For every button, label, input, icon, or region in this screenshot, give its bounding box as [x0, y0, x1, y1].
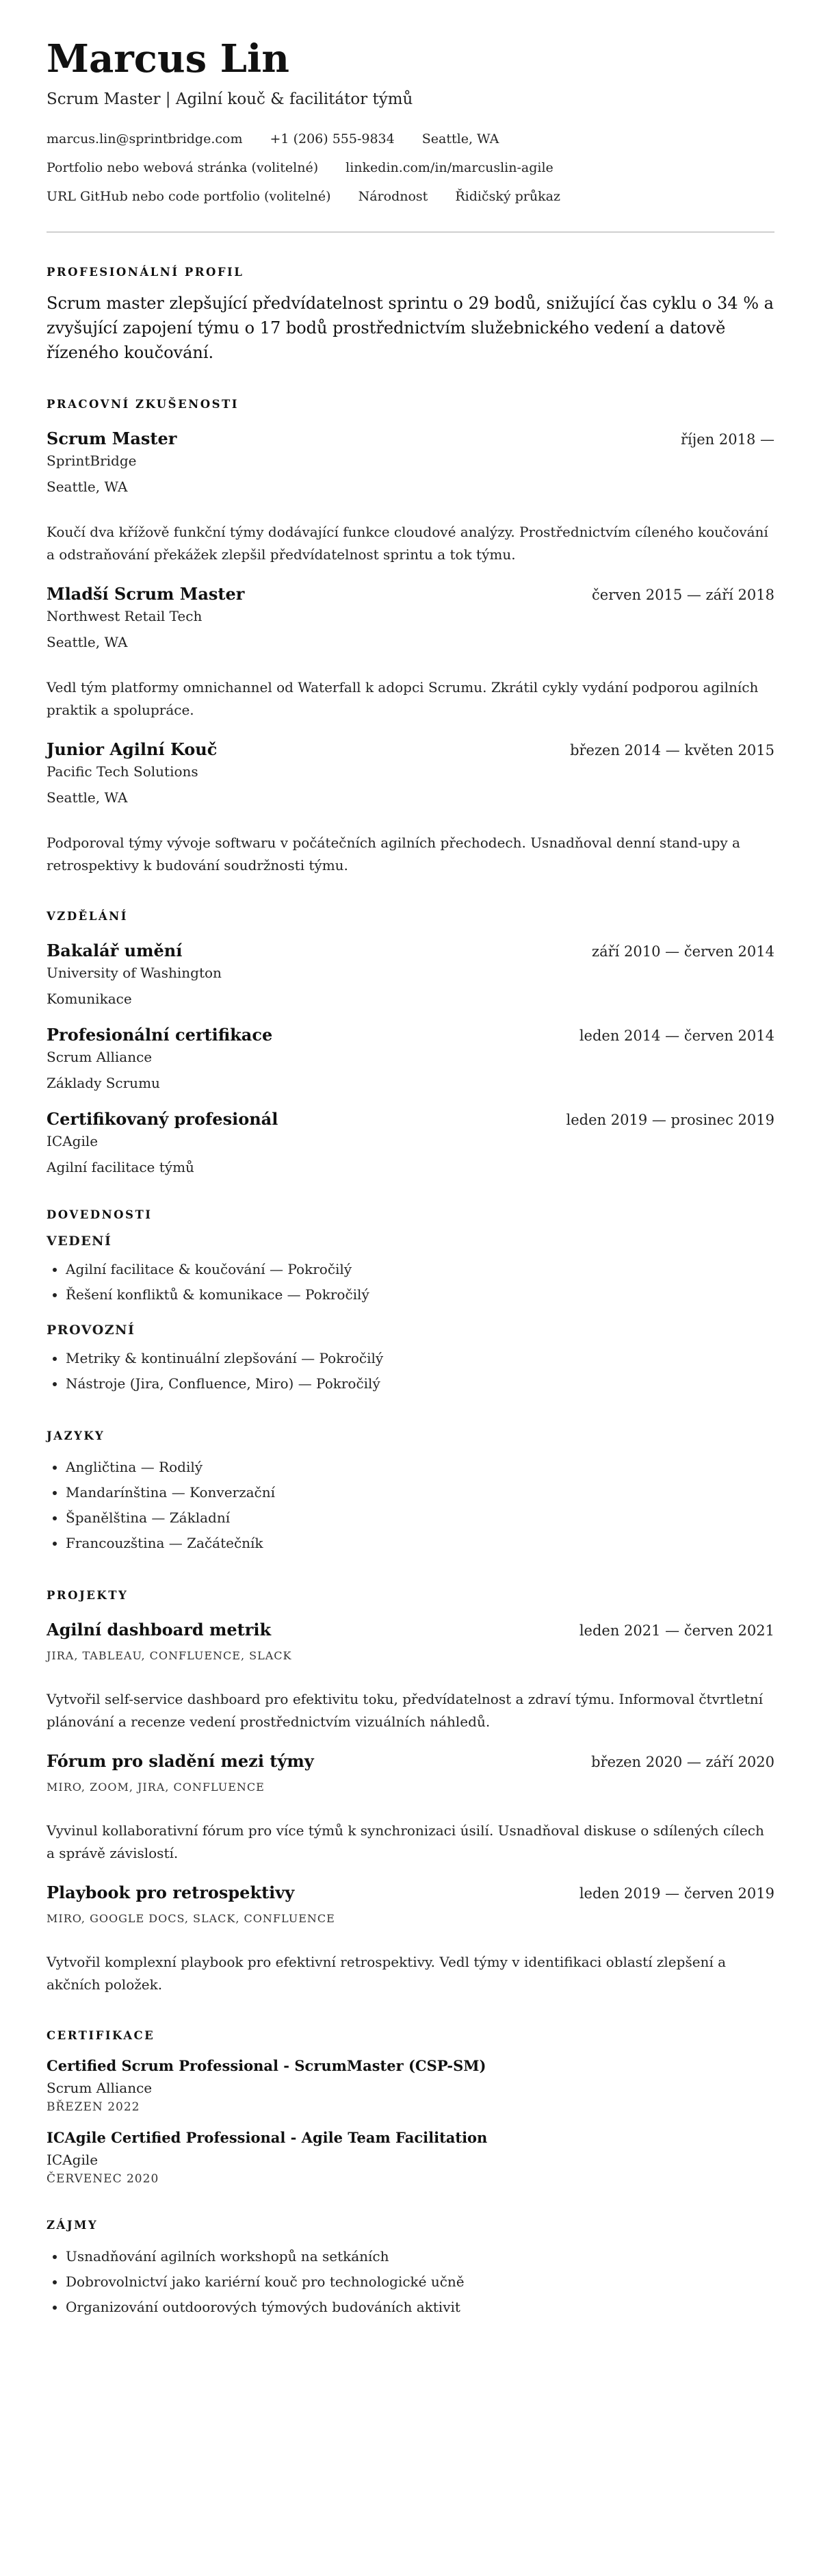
experience-entry	[47, 739, 774, 877]
project-dates: březen 2020 — září 2020	[591, 1753, 774, 1770]
linkedin-link[interactable]: linkedin.com/in/marcuslin-agile	[346, 160, 553, 175]
skill-group-title: PROVOZNÍ	[47, 1322, 135, 1338]
job-dates: říjen 2018 —	[680, 431, 774, 448]
skill-group-title: VEDENÍ	[47, 1233, 112, 1249]
project-dates: leden 2019 — červen 2019	[579, 1885, 774, 1902]
nationality: Národnost	[358, 188, 428, 204]
interests-section	[47, 2219, 774, 2320]
section-title: PROJEKTY	[47, 1588, 129, 1602]
education-entry	[47, 1025, 774, 1091]
language-item: • Španělština — Základní	[66, 1505, 774, 1531]
section-title: DOVEDNOSTI	[47, 1208, 153, 1221]
project-technologies: MIRO, GOOGLE DOCS, SLACK, CONFLUENCE	[47, 1911, 335, 1925]
skill-list	[47, 1257, 774, 1308]
section-title: PRACOVNÍ ZKUŠENOSTI	[47, 397, 239, 411]
section-title: CERTIFIKACE	[47, 2028, 155, 2042]
certification-issuer: Scrum Alliance	[47, 2079, 153, 2096]
project-title: Fórum pro sladění mezi týmy	[47, 1750, 314, 1771]
project-description: Vytvořil komplexní playbook pro efektivní retrospektivy. Vedl týmy v identifikaci oblastí zlepšení a akčních položek.	[47, 1953, 727, 1993]
job-dates: březen 2014 — květen 2015	[570, 741, 774, 758]
skill-list	[47, 1346, 774, 1397]
certification-name: Certified Scrum Professional - ScrumMaster (CSP-SM)	[47, 2056, 486, 2074]
project-dates: leden 2021 — červen 2021	[579, 1622, 774, 1639]
project-entry	[47, 1883, 774, 1996]
job-location: Seattle, WA	[47, 478, 128, 495]
phone-number: +1 (206) 555-9834	[270, 131, 395, 146]
contact-row	[47, 125, 774, 153]
job-description: Podporoval týmy vývoje softwaru v počátečních agilních přechodech. Usnadňoval denní stand-upy a retrospektivy k budování soudržnosti týmu.	[47, 834, 740, 873]
section-title: PROFESIONÁLNÍ PROFIL	[47, 265, 244, 279]
job-title: Mladší Scrum Master	[47, 583, 245, 604]
languages-section	[47, 1429, 774, 1556]
job-description: Vedl tým platformy omnichannel od Waterfall k adopci Scrumu. Zkrátil cykly vydání podporou agilních praktik a spolupráce.	[47, 678, 759, 718]
experience-section	[47, 398, 774, 877]
skills-section	[47, 1208, 774, 1397]
project-entry	[47, 1751, 774, 1865]
contact-row	[47, 182, 774, 211]
job-dates: červen 2015 — září 2018	[592, 586, 774, 603]
projects-section	[47, 1589, 774, 1996]
school-name: University of Washington	[47, 964, 222, 981]
job-location: Seattle, WA	[47, 789, 128, 806]
certification-entry	[47, 2057, 774, 2114]
education-entry	[47, 941, 774, 1007]
github-link[interactable]: URL GitHub nebo code portfolio (volitelné)	[47, 188, 331, 204]
driving-license: Řidičský průkaz	[455, 188, 560, 204]
skill-item: • Řešení konfliktů & komunikace — Pokročilý	[66, 1282, 774, 1308]
skill-item: • Nástroje (Jira, Confluence, Miro) — Pokročilý	[66, 1371, 774, 1397]
school-name: Scrum Alliance	[47, 1048, 153, 1065]
job-description: Koučí dva křížově funkční týmy dodávající funkce cloudové analýzy. Prostřednictvím cíleného koučování a odstraňování překážek zlepšil předvídatelnost sprintu a tok týmu.	[47, 523, 768, 563]
experience-entry	[47, 429, 774, 566]
interest-list	[47, 2244, 774, 2320]
field-of-study: Základy Scrumu	[47, 1074, 160, 1091]
company-name: Northwest Retail Tech	[47, 607, 203, 624]
project-title: Playbook pro retrospektivy	[47, 1882, 295, 1902]
certification-date: ČERVENEC 2020	[47, 2171, 159, 2186]
portfolio-link[interactable]: Portfolio nebo webová stránka (volitelné)	[47, 160, 319, 175]
location: Seattle, WA	[421, 131, 499, 146]
resume-header	[47, 38, 774, 211]
language-item: • Angličtina — Rodilý	[66, 1455, 774, 1480]
experience-entry	[47, 584, 774, 722]
field-of-study: Agilní facilitace týmů	[47, 1158, 194, 1175]
certifications-section	[47, 2029, 774, 2186]
candidate-name: Marcus Lin	[47, 36, 289, 81]
email-link[interactable]: marcus.lin@sprintbridge.com	[47, 131, 243, 146]
certification-entry	[47, 2129, 774, 2186]
section-title: ZÁJMY	[47, 2218, 99, 2232]
education-dates: leden 2014 — červen 2014	[579, 1027, 774, 1044]
certification-issuer: ICAgile	[47, 2151, 99, 2168]
project-entry	[47, 1620, 774, 1733]
education-entry	[47, 1109, 774, 1175]
company-name: Pacific Tech Solutions	[47, 763, 198, 780]
company-name: SprintBridge	[47, 452, 137, 469]
candidate-tagline: Scrum Master | Agilní kouč & facilitátor týmů	[47, 90, 413, 108]
skill-item: • Agilní facilitace & koučování — Pokročilý	[66, 1257, 774, 1282]
skill-item: • Metriky & kontinuální zlepšování — Pokročilý	[66, 1346, 774, 1371]
language-item: • Mandarínština — Konverzační	[66, 1480, 774, 1505]
language-list	[47, 1455, 774, 1556]
degree-title: Bakalář umění	[47, 940, 183, 960]
section-title: VZDĚLÁNÍ	[47, 909, 128, 923]
project-technologies: JIRA, TABLEAU, CONFLUENCE, SLACK	[47, 1648, 292, 1662]
profile-section	[47, 266, 774, 365]
contact-row	[47, 153, 774, 182]
job-location: Seattle, WA	[47, 633, 128, 650]
header-divider	[47, 231, 774, 233]
degree-title: Profesionální certifikace	[47, 1024, 273, 1045]
project-description: Vytvořil self-service dashboard pro efektivitu toku, předvídatelnost a zdraví týmu. Informoval čtvrtletní plánování a recenze vedení prostřednictvím vizuálních náhledů.	[47, 1690, 764, 1730]
project-description: Vyvinul kollaborativní fórum pro více týmů k synchronizaci úsilí. Usnadňoval diskuse o sdílených cílech a správě závislostí.	[47, 1822, 764, 1861]
field-of-study: Komunikace	[47, 990, 132, 1007]
project-technologies: MIRO, ZOOM, JIRA, CONFLUENCE	[47, 1780, 265, 1794]
language-item: • Francouzština — Začátečník	[66, 1531, 774, 1556]
job-title: Junior Agilní Kouč	[47, 739, 218, 759]
interest-item: • Usnadňování agilních workshopů na setkáních	[66, 2244, 774, 2269]
interest-item: • Dobrovolnictví jako kariérní kouč pro technologické učně	[66, 2269, 774, 2295]
school-name: ICAgile	[47, 1132, 99, 1149]
certification-date: BŘEZEN 2022	[47, 2100, 140, 2114]
degree-title: Certifikovaný profesionál	[47, 1108, 278, 1129]
certification-name: ICAgile Certified Professional - Agile Team Facilitation	[47, 2128, 488, 2146]
education-section	[47, 910, 774, 1175]
job-title: Scrum Master	[47, 428, 177, 448]
education-dates: leden 2019 — prosinec 2019	[566, 1111, 774, 1128]
project-title: Agilní dashboard metrik	[47, 1619, 272, 1640]
contact-info	[47, 125, 774, 211]
profile-summary: Scrum master zlepšující předvídatelnost sprintu o 29 bodů, snižující čas cyklu o 34 % a zvyšující zapojení týmu o 17 bodů prostřednictvím služebnického vedení a datově řízeného koučování.	[47, 293, 774, 362]
education-dates: září 2010 — červen 2014	[592, 943, 774, 960]
interest-item: • Organizování outdoorových týmových budováních aktivit	[66, 2295, 774, 2320]
section-title: JAZYKY	[47, 1429, 105, 1442]
